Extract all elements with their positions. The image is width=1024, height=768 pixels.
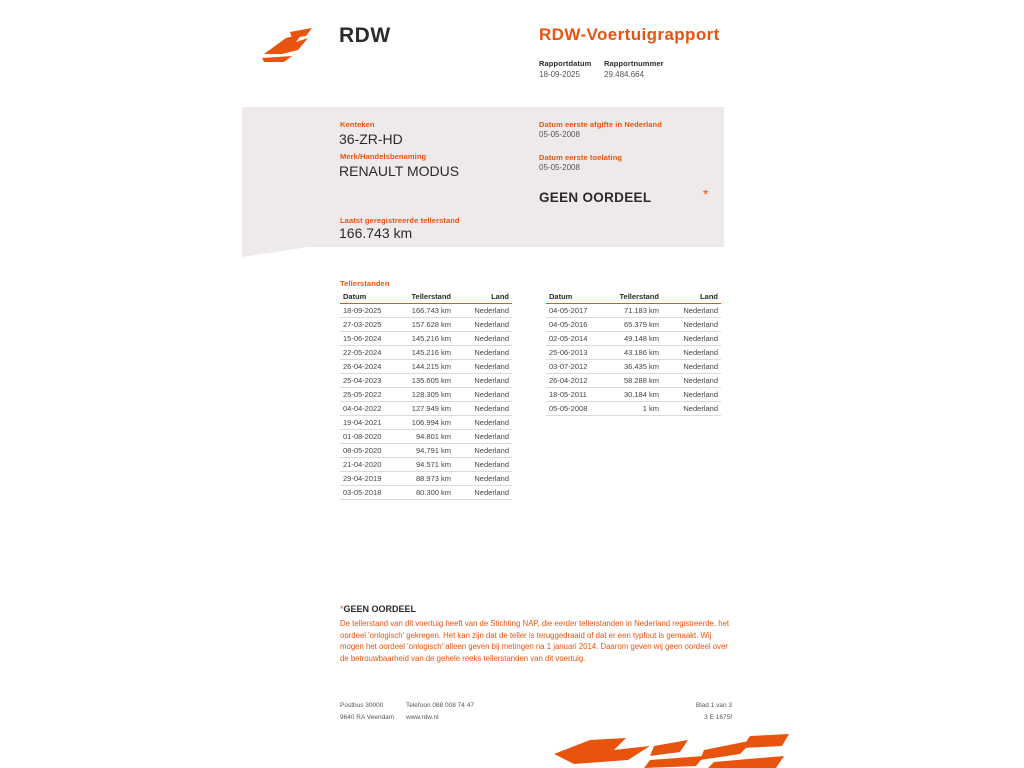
cell-tellerstand: 145.216 km (392, 346, 454, 360)
verdict-text: GEEN OORDEEL (539, 190, 652, 205)
vehicle-summary-panel (242, 107, 724, 247)
col-header-tellerstand: Tellerstand (392, 291, 454, 304)
table-row (340, 472, 512, 486)
cell-datum: 03-07-2012 (546, 360, 599, 374)
cell-datum: 04-04-2022 (340, 402, 392, 416)
footnote-block (340, 604, 732, 664)
cell-tellerstand: 43.186 km (599, 346, 662, 360)
report-title: RDW-Voertuigrapport (539, 25, 720, 44)
col-header-land: Land (454, 291, 512, 304)
table-row (340, 486, 512, 500)
footer-form-code: 3 E 1675f (704, 714, 732, 721)
cell-land: Nederland (454, 346, 512, 360)
meta-report-date (539, 58, 604, 81)
cell-tellerstand: 49.148 km (599, 332, 662, 346)
cell-tellerstand: 135.605 km (392, 374, 454, 388)
cell-tellerstand: 94.801 km (392, 430, 454, 444)
table-row (546, 388, 721, 402)
cell-land: Nederland (454, 444, 512, 458)
table-row (546, 304, 721, 318)
table-row (340, 332, 512, 346)
cell-datum: 01-08-2020 (340, 430, 392, 444)
cell-datum: 08-05-2020 (340, 444, 392, 458)
cell-datum: 25-04-2023 (340, 374, 392, 388)
meta-report-number-label: Rapportnummer (604, 59, 664, 68)
cell-land: Nederland (454, 318, 512, 332)
rdw-swoosh-banner-icon (554, 734, 789, 768)
merk-label: Merk/Handelsbenaming (340, 152, 427, 161)
footer-address (340, 700, 394, 724)
col-header-datum: Datum (340, 291, 392, 304)
cell-tellerstand: 30.184 km (599, 388, 662, 402)
meta-report-number (604, 58, 724, 81)
footer-phone: Telefoon 088 008 74 47 (406, 702, 474, 709)
cell-datum: 18-05-2011 (546, 388, 599, 402)
cell-datum: 18-09-2025 (340, 304, 392, 318)
cell-tellerstand: 80.300 km (392, 486, 454, 500)
merk-value: RENAULT MODUS (339, 163, 460, 179)
col-header-datum: Datum (546, 291, 599, 304)
cell-tellerstand: 1 km (599, 402, 662, 416)
footnote-heading (340, 604, 732, 614)
cell-land: Nederland (662, 318, 721, 332)
table-row (340, 430, 512, 444)
footnote-body: De tellerstand van dit voertuig heeft van de Stichting NAP, die eerder tellerstanden in Nederland registreerde, het oordeel 'onlogisch' gekregen. Het kan zijn dat de teller is teruggedraaid of dat er een typfout is gemaakt. Wij mogen het oordeel 'onlogisch' alleen geven bij metingen na 1 januari 2014. Daarom geven wij geen oordeel over de betrouwbaarheid van de gehele reeks tellerstanden van dit voertuig. (340, 619, 730, 663)
odometer-table-right-body (546, 304, 721, 416)
table-header-row (546, 291, 721, 304)
brand-title: RDW (339, 24, 391, 47)
col-header-tellerstand: Tellerstand (599, 291, 662, 304)
table-row (340, 416, 512, 430)
cell-land: Nederland (662, 360, 721, 374)
meta-report-date-label: Rapportdatum (539, 59, 592, 68)
cell-datum: 04-05-2016 (546, 318, 599, 332)
cell-datum: 26-04-2012 (546, 374, 599, 388)
cell-datum: 27-03-2025 (340, 318, 392, 332)
cell-land: Nederland (662, 304, 721, 318)
meta-report-number-value: 29.484.664 (604, 70, 645, 79)
cell-land: Nederland (454, 472, 512, 486)
table-row (340, 458, 512, 472)
kenteken-value: 36-ZR-HD (339, 131, 403, 147)
odometer-table-left (340, 291, 512, 500)
cell-land: Nederland (454, 416, 512, 430)
footnote-star: * (340, 604, 344, 614)
laatste-tellerstand-label: Laatst geregistreerde tellerstand (340, 216, 460, 225)
cell-tellerstand: 127.949 km (392, 402, 454, 416)
cell-tellerstand: 157.628 km (392, 318, 454, 332)
footer-address-line2: 9640 RA Veendam (340, 714, 395, 721)
cell-datum: 15-06-2024 (340, 332, 392, 346)
cell-land: Nederland (454, 486, 512, 500)
cell-tellerstand: 144.215 km (392, 360, 454, 374)
tellerstanden-title: Tellerstanden (340, 279, 390, 288)
table-header-row (340, 291, 512, 304)
table-row (340, 304, 512, 318)
table-row (546, 360, 721, 374)
report-meta (539, 58, 839, 81)
cell-tellerstand: 145.216 km (392, 332, 454, 346)
cell-tellerstand: 71.183 km (599, 304, 662, 318)
cell-land: Nederland (454, 388, 512, 402)
table-row (340, 360, 512, 374)
footer-address-line1: Postbus 30000 (340, 702, 384, 709)
footer-website[interactable]: www.rdw.nl (406, 714, 439, 721)
cell-datum: 25-06-2013 (546, 346, 599, 360)
cell-datum: 02-05-2014 (546, 332, 599, 346)
cell-datum: 21-04-2020 (340, 458, 392, 472)
eerste-toelating-value: 05-05-2008 (539, 163, 580, 172)
table-row (340, 318, 512, 332)
laatste-tellerstand-value: 166.743 km (339, 225, 413, 241)
footer-page-number: Blad 1 van 3 (695, 702, 732, 709)
table-row (546, 374, 721, 388)
cell-tellerstand: 94.791 km (392, 444, 454, 458)
cell-land: Nederland (662, 332, 721, 346)
col-header-land: Land (662, 291, 721, 304)
cell-datum: 05-05-2008 (546, 402, 599, 416)
footnote-heading-text: GEEN OORDEEL (343, 604, 417, 614)
cell-land: Nederland (662, 374, 721, 388)
cell-tellerstand: 58.288 km (599, 374, 662, 388)
table-row (546, 346, 721, 360)
table-row (340, 374, 512, 388)
cell-land: Nederland (662, 402, 721, 416)
table-row (340, 346, 512, 360)
odometer-table-right (546, 291, 721, 416)
cell-land: Nederland (662, 388, 721, 402)
cell-tellerstand: 94.571 km (392, 458, 454, 472)
cell-tellerstand: 166.743 km (392, 304, 454, 318)
table-row (340, 388, 512, 402)
cell-tellerstand: 128.305 km (392, 388, 454, 402)
document-header (0, 0, 1024, 100)
panel-corner-notch (242, 247, 308, 257)
cell-land: Nederland (454, 304, 512, 318)
cell-land: Nederland (454, 374, 512, 388)
cell-datum: 26-04-2024 (340, 360, 392, 374)
eerste-afgifte-value: 05-05-2008 (539, 130, 580, 139)
cell-tellerstand: 88.973 km (392, 472, 454, 486)
cell-land: Nederland (454, 332, 512, 346)
table-row (546, 402, 721, 416)
cell-land: Nederland (454, 402, 512, 416)
eerste-afgifte-label: Datum eerste afgifte in Nederland (539, 120, 662, 129)
cell-datum: 03-05-2018 (340, 486, 392, 500)
cell-land: Nederland (662, 346, 721, 360)
meta-report-date-value: 18-09-2025 (539, 70, 580, 79)
cell-datum: 19-04-2021 (340, 416, 392, 430)
kenteken-label: Kenteken (340, 120, 375, 129)
cell-datum: 25-05-2022 (340, 388, 392, 402)
cell-tellerstand: 36.435 km (599, 360, 662, 374)
odometer-table-left-body (340, 304, 512, 500)
eerste-toelating-label: Datum eerste toelating (539, 153, 623, 162)
rdw-swoosh-logo-icon (262, 24, 332, 64)
cell-land: Nederland (454, 458, 512, 472)
table-row (340, 444, 512, 458)
footer-contact (406, 700, 474, 724)
verdict-footnote-marker: * (703, 186, 709, 202)
footer-page-info (632, 700, 732, 724)
cell-tellerstand: 65.379 km (599, 318, 662, 332)
cell-land: Nederland (454, 430, 512, 444)
cell-datum: 22-05-2024 (340, 346, 392, 360)
cell-land: Nederland (454, 360, 512, 374)
table-row (546, 318, 721, 332)
table-row (340, 402, 512, 416)
table-row (546, 332, 721, 346)
cell-datum: 04-05-2017 (546, 304, 599, 318)
cell-datum: 29-04-2019 (340, 472, 392, 486)
cell-tellerstand: 106.994 km (392, 416, 454, 430)
